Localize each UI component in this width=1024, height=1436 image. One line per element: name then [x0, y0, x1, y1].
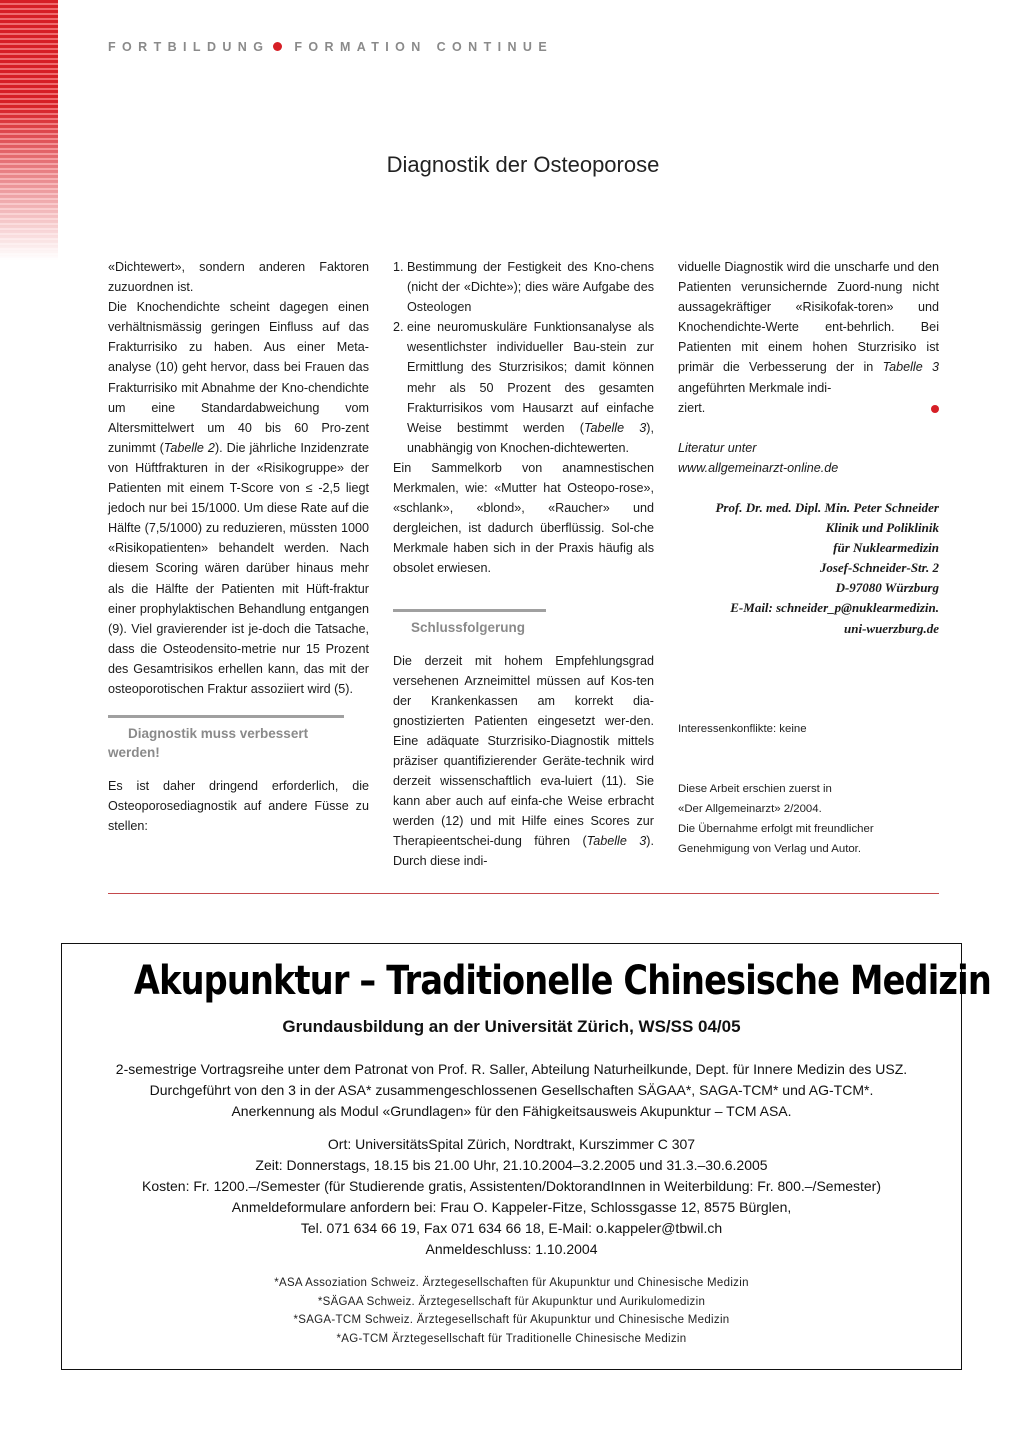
- running-head-left: FORTBILDUNG: [108, 40, 270, 54]
- running-head: [108, 40, 553, 54]
- literature-link[interactable]: www.allgemeinarzt-online.de: [678, 460, 839, 475]
- section-divider: [108, 893, 939, 894]
- ad-footnotes: *ASA Assoziation Schweiz. Ärztegesellschaften für Akupunktur und Chinesische Medizin *SÄGAA Schweiz. Ärztegesellschaft für Akupunktur und Aurikulomedizin *SAGA-TCM Schweiz. Ärztegesellschaft für Akupunktur und Chinesische Medizin *AG-TCM Ärztegesellschaft für Traditionelle Chinesische Medizin: [274, 1277, 749, 1345]
- paragraph: Ein Sammelkorb von anamnestischen Merkmalen, wie: «Mutter hat Osteopo-rose», «schlank», «blond», «Raucher» und dergleichen, ist dadurch überflüssig. Sol-che Merkmale haben sich in der Praxis häufig als obsolet erwiesen.: [393, 460, 654, 576]
- table-reference: Tabelle 3: [586, 834, 647, 849]
- paragraph: «Dichtewert», sondern anderen Faktoren zuzuordnen ist.: [108, 260, 369, 295]
- paragraph: Die derzeit mit hohem Empfehlungsgrad versehenen Arzneimittel müssen auf Kos-ten der Krankenkassen am korrekt dia-gnostizierten Patienten eingesetzt wer-den. Eine adäquate Sturzrisiko-Diagnostik mittels präziser quantifizierender Geräte-technik wird derzeit wissenschaftlich eva-luiert (11). Sie kann aber auch auf einfa-che Weise erbracht werden (12) und mit Hilfe eines Scores zur Therapieentschei-dung führen (Tabelle 3). Durch diese indi-: [393, 653, 654, 869]
- end-mark-dot-icon: [931, 405, 939, 413]
- section-heading: Diagnostik muss verbessert werden!: [108, 715, 344, 762]
- paragraph: viduelle Diagnostik wird die unscharfe und den Patienten verunsichernde Zuord-nung nicht aussagekräftiger «Risikofak-toren» und Knochendichte-Werte ent-behrlich. Bei Patienten mit einem hohen Sturzrisiko ist primär die Verbesserung der in Tabelle 3 angeführten Merkmale indi-: [678, 260, 939, 395]
- article-title: Diagnostik der Osteoporose: [386, 152, 660, 177]
- paragraph: Die Knochendichte scheint dagegen einen verhältnismässig geringen Einfluss auf das Frakturrisiko zu haben. Aus einer Meta-analyse (10) geht hervor, dass bei Frauen das Frakturrisiko mit Abnahme der Kno-chendichte um eine Standardabweichung vom Altersmittelwert um 40 bis 60 Pro-zent zunimmt (Tabelle 2). Die jährliche Inzidenzrate von Hüftfrakturen in der «Risikogruppe» der Patienten mit einem T-Score von ≤ -2,5 liegt jedoch nur bei 15/1000. Um diese Rate auf die Hälfte (7,5/1000) zu reduzieren, müssten 1000 «Risikopatienten» behandelt werden. Nach diesem Scoring wären darüber hinaus mehr als die Hälfte der Patienten mit Hüft-fraktur einer prophylaktischen Behandlung entgangen (9). Viel gravierender ist je-doch die Tatsache, dass die Osteodensito-metrie nur 15 Prozent des Gesamtrisikos erhellen kann, das mit der osteoporotischen Fraktur assoziiert wird (5).: [108, 300, 370, 696]
- list-item: 2. eine neuromuskuläre Funktionsanalyse als wesentlichster individueller Bau-stein zur Ermittlung des Sturzrisikos; damit können mehr als 50 Prozent des gesamten Frakturrisikos vom Hausarzt auf einfache Weise bestimmt werden (Tabelle 3), unabhängig von Knochen-dichtewerten.: [393, 320, 654, 455]
- running-head-right: FORMATION CONTINUE: [294, 40, 554, 54]
- literature-note: Literatur unter www.allgemeinarzt-online.de: [678, 438, 939, 478]
- section-heading: Schlussfolgerung: [393, 609, 546, 637]
- ad-title: Akupunktur – Traditionelle Chinesische Medizin: [133, 958, 991, 1004]
- table-reference: Tabelle 3: [882, 360, 939, 375]
- ad-subtitle: Grundausbildung an der Universität Zürich, WS/SS 04/05: [282, 1017, 741, 1036]
- article-column-2: [393, 257, 654, 872]
- ad-body: 2-semestrige Vortragsreihe unter dem Patronat von Prof. R. Saller, Abteilung Naturheilkunde, Dept. für Innere Medizin des USZ. Durchgeführt von den 3 in der ASA* zusammengeschlossenen Gesellschaften SÄGAA*, SAGA-TCM* und AG-TCM*. Anerkennung als Modul «Grundlagen» für den Fähigkeitsausweis Akupunktur – TCM ASA. Ort: UniversitätsSpital Zürich, Nordtrakt, Kurszimmer C 307 Zeit: Donnerstags, 18.15 bis 21.00 Uhr, 21.10.2004–3.2.2005 und 31.3.–30.6.2005 Kosten: Fr. 1200.–/Semester (für Studierende gratis, Assistenten/DoktorandInnen in Weiterbildung: Fr. 800.–/Semester) Anmeldeformulare anfordern bei: Frau O. Kappeler-Fitze, Schlossgasse 12, 8575 Bürglen, Tel. 071 634 66 19, Fax 071 634 66 18, E-Mail: o.kappeler@tbwil.ch Anmeldeschluss: 1.10.2004: [62, 1059, 961, 1260]
- bullet-dot-icon: [273, 42, 282, 51]
- advertisement-box: [61, 943, 991, 1370]
- numbered-list: [393, 257, 654, 458]
- author-email[interactable]: E-Mail: schneider_p@nuklearmedizin.: [730, 600, 939, 616]
- author-address: Prof. Dr. med. Dipl. Min. Peter Schneider Klinik und Poliklinik für Nuklearmedizin Josef-Schneider-Str. 2 D-97080 Würzburg E-Mail: schneider_p@nuklearmedizin. uni-wuerzburg.de: [678, 498, 939, 639]
- first-publication-note: Diese Arbeit erschien zuerst in «Der Allgemeinarzt» 2/2004. Die Übernahme erfolgt mit freundlicher Genehmigung von Verlag und Autor.: [678, 782, 874, 855]
- article-column-3: [678, 257, 939, 859]
- conflicts-of-interest: Interessenkonflikte: keine: [678, 722, 807, 735]
- ad-contact[interactable]: Tel. 071 634 66 19, Fax 071 634 66 18, E-Mail: o.kappeler@tbwil.ch: [300, 1220, 723, 1236]
- table-reference: Tabelle 2: [163, 440, 215, 455]
- article-column-1: [108, 257, 369, 836]
- decorative-side-stripes: [0, 0, 58, 260]
- table-reference: Tabelle 3: [583, 420, 647, 435]
- list-item: 1. Bestimmung der Festigkeit des Kno-chens (nicht der «Dichte»); dies wäre Aufgabe des Osteologen: [393, 260, 654, 315]
- paragraph-end: ziert.: [678, 398, 939, 418]
- paragraph: Es ist daher dringend erforderlich, die Osteoporosediagnostik auf andere Füsse zu stellen:: [108, 779, 369, 834]
